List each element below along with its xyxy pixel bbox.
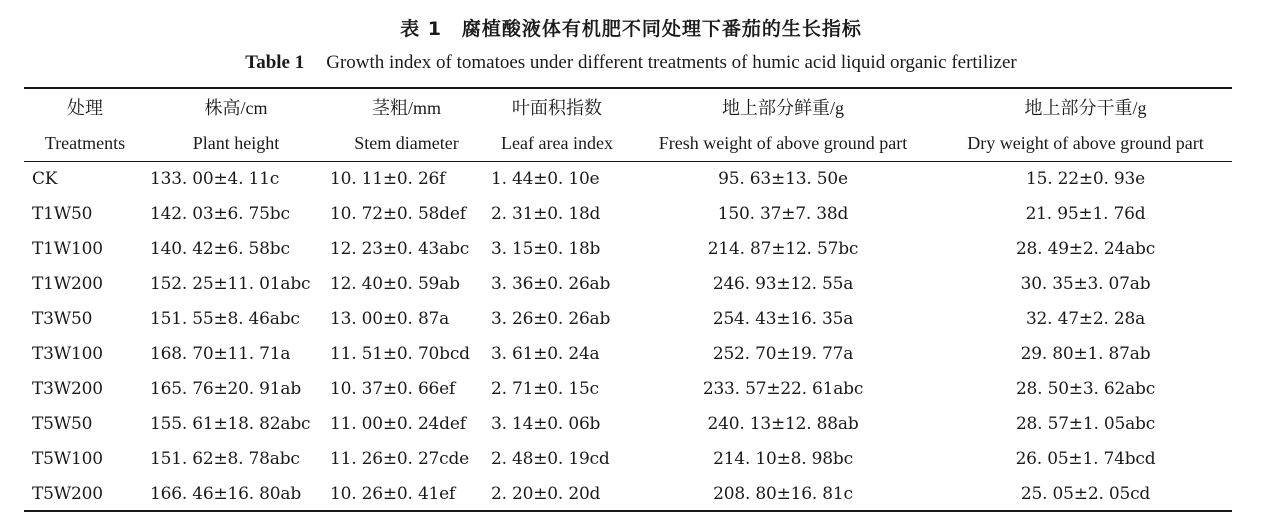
cell-dry-weight: 25. 05±2. 05cd [1020,483,1151,504]
table-row [24,231,1232,266]
table-row [24,266,1232,301]
table-row [24,336,1232,371]
cell-stem-diameter: 10. 37±0. 66ef [330,378,456,399]
cell-stem-diameter: 10. 26±0. 41ef [330,483,456,504]
table-row [24,441,1232,476]
cell-dry-weight: 28. 57±1. 05abc [1015,413,1156,434]
header-row-english [24,125,1232,161]
cell-plant-height: 168. 70±11. 71a [150,343,291,364]
table-row [24,371,1232,406]
cell-dry-weight: 28. 49±2. 24abc [1015,238,1156,259]
cell-treatment: T1W200 [32,273,103,294]
cell-stem-diameter: 11. 26±0. 27cde [330,448,470,469]
header-leaf-area-index-en: Leaf area index [501,132,613,153]
cell-treatment: T5W50 [32,413,93,434]
cell-treatment: T5W200 [32,483,103,504]
cell-leaf-area-index: 2. 71±0. 15c [491,378,599,399]
cell-stem-diameter: 13. 00±0. 87a [330,308,450,329]
header-treatment-cn: 处理 [67,98,103,118]
cell-leaf-area-index: 3. 61±0. 24a [491,343,600,364]
cell-fresh-weight: 214. 10±8. 98bc [713,448,853,469]
cell-plant-height: 155. 61±18. 82abc [150,413,311,434]
cell-treatment: T5W100 [32,448,103,469]
header-fresh-weight-cn: 地上部分鲜重/g [721,98,844,118]
cell-treatment: T1W50 [32,203,93,224]
table-row [24,406,1232,441]
cell-plant-height: 151. 55±8. 46abc [150,308,300,329]
cell-treatment: CK [32,168,58,189]
cell-leaf-area-index: 2. 20±0. 20d [491,483,601,504]
cell-fresh-weight: 95. 63±13. 50e [718,168,848,189]
cell-stem-diameter: 12. 23±0. 43abc [330,238,470,259]
header-stem-diameter-cn: 茎粗/mm [371,98,441,118]
table-row [24,301,1232,336]
header-dry-weight-cn: 地上部分干重/g [1024,98,1147,118]
cell-dry-weight: 32. 47±2. 28a [1025,308,1146,329]
cell-treatment: T3W50 [32,308,93,329]
cell-leaf-area-index: 3. 26±0. 26ab [491,308,611,329]
table-title-chinese: 表 1 腐植酸液体有机肥不同处理下番茄的生长指标 [400,18,862,40]
table-title-english [0,52,1262,74]
cell-plant-height: 142. 03±6. 75bc [150,203,290,224]
cell-dry-weight: 21. 95±1. 76d [1025,203,1146,224]
header-stem-diameter-en: Stem diameter [354,132,459,153]
cell-stem-diameter: 11. 00±0. 24def [330,413,466,434]
cell-fresh-weight: 233. 57±22. 61abc [702,378,864,399]
cell-leaf-area-index: 2. 48±0. 19cd [491,448,610,469]
cell-plant-height: 166. 46±16. 80ab [150,483,302,504]
header-fresh-weight-en: Fresh weight of above ground part [658,132,908,153]
cell-dry-weight: 15. 22±0. 93e [1025,168,1146,189]
cell-dry-weight: 29. 80±1. 87ab [1020,343,1151,364]
header-plant-height-en: Plant height [192,132,280,153]
cell-fresh-weight: 214. 87±12. 57bc [707,238,859,259]
cell-plant-height: 140. 42±6. 58bc [150,238,290,259]
cell-leaf-area-index: 3. 15±0. 18b [491,238,601,259]
table-label: Table 1 [245,52,305,73]
cell-stem-diameter: 12. 40±0. 59ab [330,273,460,294]
cell-dry-weight: 28. 50±3. 62abc [1015,378,1156,399]
cell-leaf-area-index: 1. 44±0. 10e [491,168,600,189]
cell-fresh-weight: 150. 37±7. 38d [717,203,849,224]
cell-plant-height: 165. 76±20. 91ab [150,378,302,399]
cell-plant-height: 152. 25±11. 01abc [150,273,311,294]
cell-treatment: T3W100 [32,343,103,364]
table-row [24,476,1232,511]
cell-fresh-weight: 208. 80±16. 81c [713,483,853,504]
header-dry-weight-en: Dry weight of above ground part [967,132,1204,153]
cell-treatment: T1W100 [32,238,103,259]
cell-leaf-area-index: 3. 14±0. 06b [491,413,601,434]
cell-leaf-area-index: 2. 31±0. 18d [491,203,601,224]
cell-dry-weight: 26. 05±1. 74bcd [1015,448,1156,469]
header-leaf-area-index-cn: 叶面积指数 [512,98,602,118]
cell-plant-height: 151. 62±8. 78abc [150,448,300,469]
table-row [24,161,1232,196]
header-plant-height-cn: 株高/cm [204,98,268,118]
cell-plant-height: 133. 00±4. 11c [150,168,280,189]
header-treatment-en: Treatments [44,132,126,153]
cell-stem-diameter: 10. 72±0. 58def [330,203,466,224]
cell-fresh-weight: 254. 43±16. 35a [712,308,854,329]
cell-fresh-weight: 240. 13±12. 88ab [707,413,859,434]
cell-treatment: T3W200 [32,378,103,399]
table-caption: Growth index of tomatoes under different treatments of humic acid liquid organic fertilizer [326,52,1017,73]
table-row [24,196,1232,231]
cell-leaf-area-index: 3. 36±0. 26ab [491,273,611,294]
growth-index-table [24,89,1232,511]
cell-fresh-weight: 252. 70±19. 77a [712,343,854,364]
cell-fresh-weight: 246. 93±12. 55a [712,273,854,294]
cell-dry-weight: 30. 35±3. 07ab [1020,273,1151,294]
cell-stem-diameter: 10. 11±0. 26f [330,168,446,189]
header-row-chinese [24,89,1232,125]
cell-stem-diameter: 11. 51±0. 70bcd [330,343,470,364]
